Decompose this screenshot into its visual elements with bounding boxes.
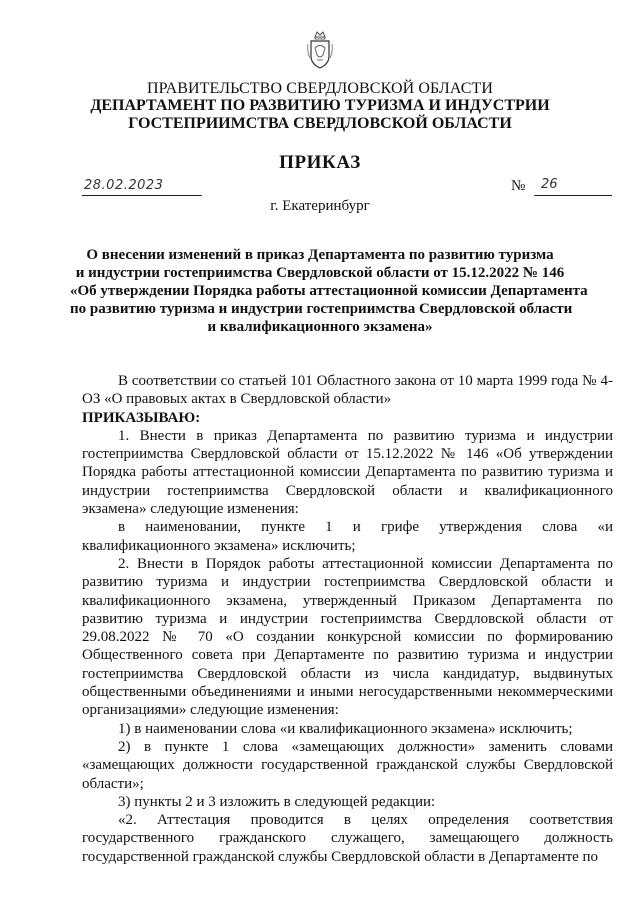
paragraph-2: 2. Внести в Порядок работы аттестационной комиссии Департамента по развитию туризма и индустрии гостеприимства Свердловской области и квалификационного экзамена, утвержденный Приказом Департамента по развитию туризма и индустрии гостеприимства Свердловской области от 29.08.2022 № 70 «О создании конкурсной комиссии по формированию Общественного совета при Департаменте по развитию туризма и индустрии гостеприимства Свердловской области из числа кандидатур, выдвинутых общественными объединениями и иными негосударственными некоммерческими организациями» следующие изменения: (82, 555, 613, 719)
subject-line: О внесении изменений в приказ Департамента по развитию туризма (86, 247, 554, 263)
order-title: ПРИКАЗ (279, 152, 361, 173)
coat-of-arms-icon (306, 28, 334, 70)
department-name-line1: ДЕПАРТАМЕНТ ПО РАЗВИТИЮ ТУРИЗМА И ИНДУСТРИИ (90, 97, 550, 114)
decree-word: ПРИКАЗЫВАЮ: (82, 409, 201, 426)
number-label: № (511, 178, 526, 194)
subject-line: и квалификационного экзамена» (207, 319, 433, 335)
paragraph-2-item-2: 2) в пункте 1 слова «замещающих должности» заменить словами «замещающих должности государственной гражданской службы Свердловской области»; (82, 738, 613, 792)
paragraph-1: 1. Внести в приказ Департамента по развитию туризма и индустрии гостеприимства Свердловской области от 15.12.2022 № 146 «Об утверждении Порядка работы аттестационной комиссии Департамента по развитию туризма и индустрии гостеприимства Свердловской области и квалификационного экзамена» следующие изменения: (82, 427, 613, 518)
subject-line: и индустрии гостеприимства Свердловской области от 15.12.2022 № 146 (75, 265, 565, 281)
subject-line: «Об утверждении Порядка работы аттестационной комиссии Департамента (70, 283, 588, 299)
city: г. Екатеринбург (270, 198, 370, 214)
order-body (82, 372, 613, 866)
government-name: ПРАВИТЕЛЬСТВО СВЕРДЛОВСКОЙ ОБЛАСТИ (146, 80, 494, 97)
order-date: 28.02.2023 (84, 178, 164, 193)
department-name-line2: ГОСТЕПРИИМСТВА СВЕРДЛОВСКОЙ ОБЛАСТИ (128, 115, 512, 132)
date-underline (82, 195, 202, 196)
paragraph-2-item-3: 3) пункты 2 и 3 изложить в следующей редакции: (118, 793, 436, 810)
paragraph-2-item-1: 1) в наименовании слова «и квалификационного экзамена» исключить; (118, 720, 573, 737)
order-subject (70, 246, 588, 336)
order-number: 26 (541, 177, 558, 192)
paragraph-2-quote: «2. Аттестация проводится в целях определения соответствия государственного гражданского служащего, замещающего должность государственной гражданской службы Свердловской области в Департаменте по (82, 812, 613, 865)
paragraph-1-sub: в наименовании, пункте 1 и грифе утверждения слова «и квалификационного экзамена» исключить; (82, 519, 613, 554)
basis-paragraph: В соответствии со статьей 101 Областного закона от 10 марта 1999 года № 4-ОЗ «О правовых актах в Свердловской области» (82, 373, 613, 408)
number-underline (534, 195, 612, 196)
subject-line: по развитию туризма и индустрии гостеприимства Свердловской области (70, 301, 573, 317)
